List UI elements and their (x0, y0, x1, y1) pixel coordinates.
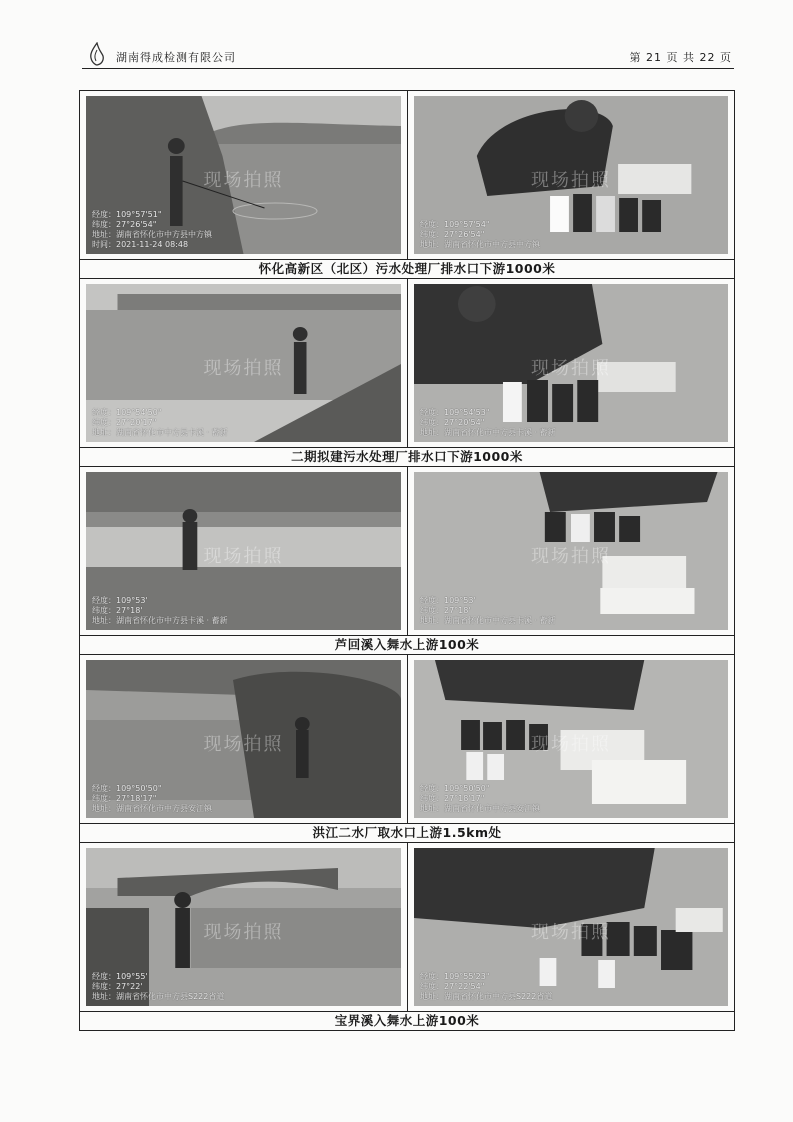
photo-cell (407, 91, 734, 259)
photo-record-table (79, 90, 735, 1031)
photo-watermark: 现场拍照 (203, 545, 284, 567)
photo-cell (407, 843, 734, 1011)
photo-cell (80, 655, 407, 823)
gps-stamp: 经度：109°54'53" 纬度：27°20'54" 地址：湖南省怀化市中方县卡溪 · 蓄新 (420, 408, 556, 437)
photo-watermark: 现场拍照 (531, 545, 611, 567)
record-row (80, 843, 734, 1030)
photo-watermark: 现场拍照 (203, 921, 284, 943)
page-header (82, 40, 734, 69)
photo-cell (80, 91, 407, 259)
photo-cell (407, 279, 734, 447)
gps-stamp: 经度：109°57'51" 纬度：27°26'54" 地址：湖南省怀化市中方县中方镇 时间：2021-11-24 08:48 (92, 210, 212, 249)
river-sampling-photo (86, 284, 401, 442)
record-row (80, 655, 734, 843)
river-sampling-photo (86, 660, 401, 818)
sample-bottles-photo (414, 848, 728, 1006)
sample-bottles-photo (414, 284, 728, 442)
location-caption: 芦回溪入舞水上游100米 (334, 637, 480, 652)
photo-cell (80, 279, 407, 447)
location-caption: 怀化高新区（北区）污水处理厂排水口下游1000米 (258, 261, 556, 276)
photo-watermark: 现场拍照 (531, 921, 611, 943)
photo-watermark: 现场拍照 (203, 733, 284, 755)
river-sampling-photo (86, 848, 401, 1006)
sample-bottles-photo (414, 660, 728, 818)
gps-stamp: 经度：109°54'50" 纬度：27°20'17" 地址：湖南省怀化市中方县卡溪 · 蓄新 (92, 408, 228, 437)
gps-stamp: 经度：109°53' 纬度：27°18' 地址：湖南省怀化市中方县卡溪 · 蓄新 (420, 596, 556, 625)
gps-stamp: 经度：109°50'50" 纬度：27°18'17" 地址：湖南省怀化市中方县安江镇 (92, 784, 212, 813)
record-row (80, 279, 734, 467)
page-number: 第 21 页 共 22 页 (629, 51, 732, 64)
river-sampling-photo (86, 96, 401, 254)
gps-stamp: 经度：109°55'23" 纬度：27°22'54" 地址：湖南省怀化市中方县S222省道 (420, 972, 553, 1001)
gps-stamp: 经度：109°55' 纬度：27°22' 地址：湖南省怀化市中方县S222省道 (92, 972, 225, 1001)
sample-bottles-photo (414, 96, 728, 254)
photo-cell (80, 843, 407, 1011)
photo-watermark: 现场拍照 (531, 169, 611, 191)
company-name: 湖南得成检测有限公司 (116, 51, 236, 64)
gps-stamp: 经度：109°57'54" 纬度：27°26'54" 地址：湖南省怀化市中方县中方镇 (420, 220, 540, 249)
sample-bottles-photo (414, 472, 728, 630)
photo-watermark: 现场拍照 (531, 733, 611, 755)
location-caption: 洪江二水厂取水口上游1.5km处 (312, 825, 502, 840)
photo-cell (407, 467, 734, 635)
location-caption: 宝界溪入舞水上游100米 (334, 1013, 480, 1028)
company-logo-icon (86, 42, 108, 66)
river-sampling-photo (86, 472, 401, 630)
location-caption: 二期拟建污水处理厂排水口下游1000米 (291, 449, 523, 464)
photo-watermark: 现场拍照 (531, 357, 611, 379)
gps-stamp: 经度：109°50'50" 纬度：27°18'17" 地址：湖南省怀化市中方县安江镇 (420, 784, 540, 813)
photo-cell (80, 467, 407, 635)
photo-watermark: 现场拍照 (203, 357, 284, 379)
photo-watermark: 现场拍照 (203, 169, 284, 191)
gps-stamp: 经度：109°53' 纬度：27°18' 地址：湖南省怀化市中方县卡溪 · 蓄新 (92, 596, 228, 625)
photo-cell (407, 655, 734, 823)
record-row (80, 91, 734, 279)
record-row (80, 467, 734, 655)
